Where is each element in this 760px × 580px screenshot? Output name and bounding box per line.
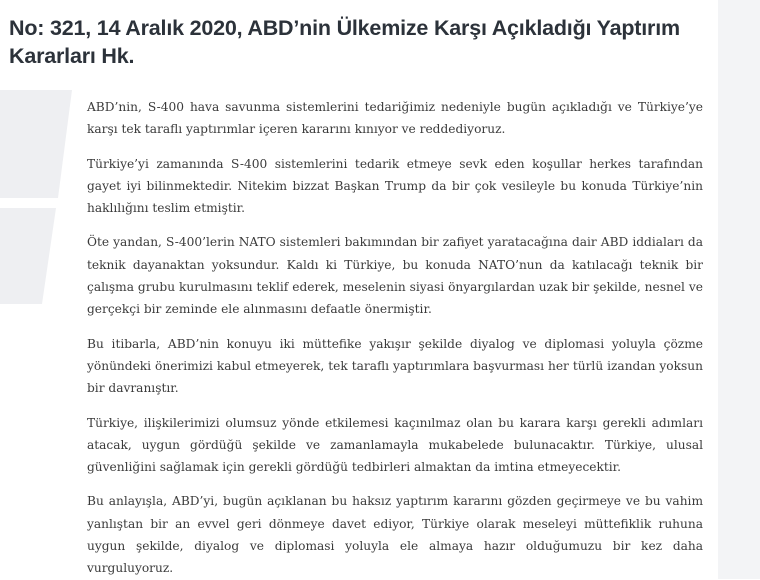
- quote-watermark-icon: [0, 86, 80, 306]
- paragraph-3: Öte yandan, S-400’lerin NATO sistemleri bakımından bir zafiyet yaratacağına dair ABD iddiaları da teknik dayanaktan yoksundur. Kaldı ki Türkiye, bu konuda NATO’nun da katılacağı teknik bir çalışma grubu kurulmasını teklif ederek, meselenin siyasi önyargılardan uzak bir şekilde, nesnel ve gerçekçi bir zeminde ele alınmasını defaatle önermiştir.: [87, 235, 703, 317]
- paragraph-2: Türkiye’yi zamanında S-400 sistemlerini tedarik etmeye sevk eden koşullar herkes tarafından gayet iyi bilinmektedir. Nitekim bizzat Başkan Trump da bir çok vesileyle bu konuda Türkiye’nin haklılığını teslim etmiştir.: [87, 156, 703, 216]
- paragraph-6: Bu anlayışla, ABD’yi, bugün açıklanan bu haksız yaptırım kararını gözden geçirmeye ve bu vahim yanlıştan bir an evvel geri dönmeye davet ediyor, Türkiye olarak meseleyi müttefiklik ruhuna uygun şekilde, diyalog ve diplomasi yoluyla ele almaya hazır olduğumuzu bir kez daha vurguluyoruz.: [87, 494, 703, 576]
- paragraph-5: Türkiye, ilişkilerimizi olumsuz yönde etkilemesi kaçınılmaz olan bu karara karşı gerekli adımları atacak, uygun gördüğü şekilde ve zamanlamayla mukabelede bulunacaktır. Türkiye, ulusal güvenliğini sağlamak için gerekli gördüğü tedbirleri almaktan da imtina etmeyecektir.: [87, 415, 703, 475]
- paragraph-1: ABD’nin, S-400 hava savunma sistemlerini tedariğimiz nedeniyle bugün açıkladığı ve Türkiye’ye karşı tek taraflı yaptırımlar içeren kararını kınıyor ve reddediyoruz.: [87, 100, 703, 137]
- side-band: [718, 0, 760, 579]
- page-title: No: 321, 14 Aralık 2020, ABD’nin Ülkemize Karşı Açıkladığı Yaptırım Kararları Hk.: [9, 16, 680, 68]
- statement-body: [87, 96, 703, 580]
- paragraph-4: Bu itibarla, ABD’nin konuyu iki müttefike yakışır şekilde diyalog ve diplomasi yoluyla çözme yönündeki önerimizi kabul etmeyerek, tek taraflı yaptırımlara başvurması her türlü izandan yoksun bir davranıştır.: [87, 336, 703, 396]
